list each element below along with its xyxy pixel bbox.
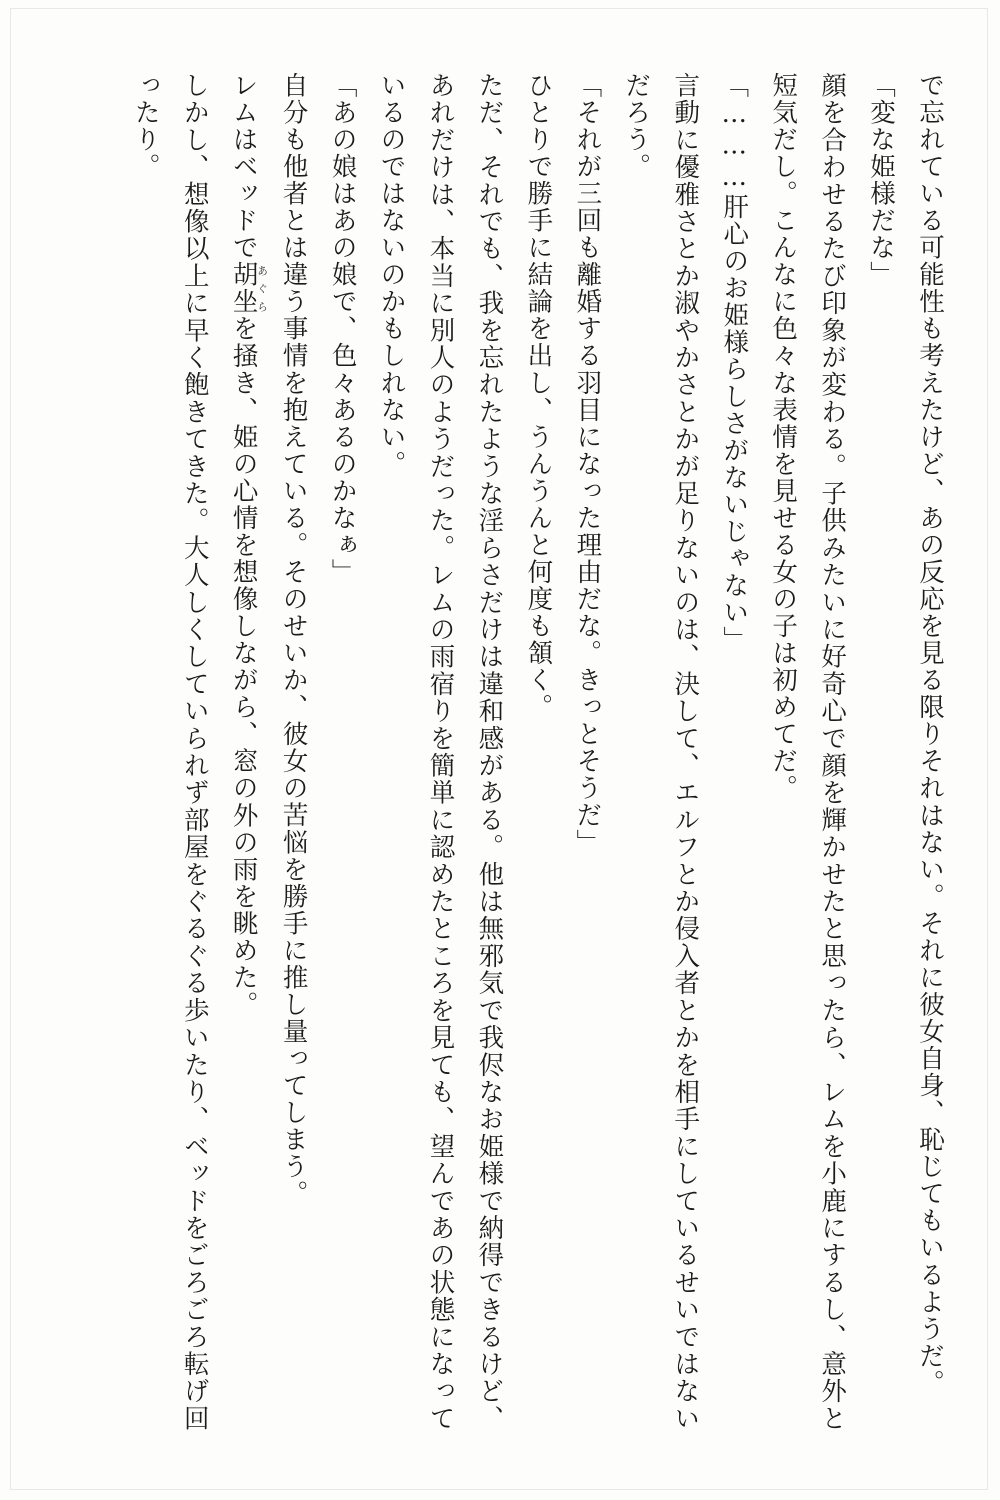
paragraph: で忘れている可能性も考えたけど、あの反応を見る限りそれはない。それに彼女自身、恥じてもいるようだ。	[915, 72, 945, 1397]
ruby-text-after: を掻き、姫の心情を想像しながら、窓の外の雨を眺めた。	[228, 315, 259, 1019]
paragraph: 言動に優雅さとか淑やかさとかが足りないのは、決して、エルフとか侵入者とかを相手にしているせいではないだろう。	[621, 72, 701, 1432]
paragraph-dialogue: 「それが三回も離婚する羽目になった理由だな。きっとそうだ」	[572, 72, 603, 856]
paragraph-with-ruby	[219, 72, 269, 1432]
ruby-reading: あぐら	[256, 261, 270, 316]
paragraph: ただ、それでも、我を忘れたような淫らさだけは違和感がある。他は無邪気で我侭なお姫様で納得できるけど、あれだけは、本当に別人のようだった。レムの雨宿りを簡単に認めたところを見ても、望んであの状態になっているのではないのかもしれない。	[376, 72, 505, 1432]
paragraph: ひとりで勝手に結論を出し、うんうんと何度も頷く。	[523, 72, 554, 721]
paragraph-dialogue: 「変な姫様だな」	[866, 72, 897, 289]
paragraph: しかし、想像以上に早く飽きてきた。大人しくしていられず部屋をぐるぐる歩いたり、ベッドをごろごろ転げ回ったり。	[130, 72, 210, 1432]
paragraph: 顔を合わせるたび印象が変わる。子供みたいに好奇心で顔を輝かせたと思ったら、レムを小鹿にするし、意外と短気だし。こんなに色々な表情を見せる女の子は初めてだ。	[768, 72, 848, 1432]
vertical-text-body	[46, 72, 954, 1432]
paragraph-dialogue: 「………肝心のお姫様らしさがないじゃない」	[719, 72, 750, 654]
ruby-text-before: レムはベッドで	[228, 72, 259, 262]
paragraph: 自分も他者とは違う事情を抱えている。そのせいか、彼女の苦悩を勝手に推し量ってしまう。	[278, 72, 309, 1208]
ruby-base: 胡坐	[228, 261, 259, 316]
paragraph-dialogue: 「あの娘はあの娘で、色々あるのかなぁ」	[327, 72, 358, 586]
ruby-annotation	[228, 261, 270, 316]
